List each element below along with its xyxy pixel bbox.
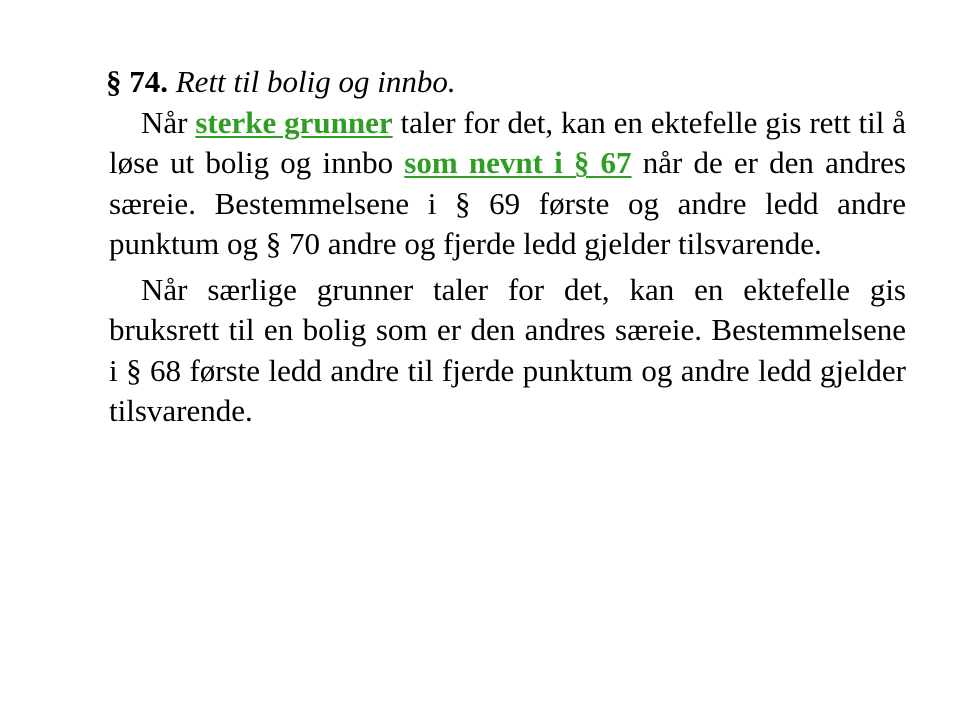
section-number: § 74. (106, 64, 168, 99)
link-sterke-grunner[interactable]: sterke grunner (195, 104, 393, 140)
paragraph-1-text-c: når de er den andres særeie. Bestemmelsene i § 69 første og andre ledd andre punktum og § 70 andre og fjerde ledd gjelder tilsvarende. (109, 145, 906, 261)
link-som-nevnt-i-67[interactable]: som nevnt i § 67 (404, 145, 632, 180)
paragraph-1-text-a: Når (141, 104, 196, 140)
slide-content (106, 62, 906, 432)
paragraph-2: Når særlige grunner taler for det, kan en ektefelle gis bruksrett til en bolig som er den andres særeie. Bestemmelsene i § 68 første ledd andre til fjerde punktum og andre ledd gjelder tilsvarende. (109, 271, 906, 428)
section-heading (106, 62, 906, 103)
paragraph-1-text-b: taler for det, kan en ektefelle gis rett til å løse ut bolig og innbo (109, 104, 906, 180)
section-title: Rett til bolig og innbo. (175, 64, 456, 99)
paragraph-1 (106, 103, 906, 265)
